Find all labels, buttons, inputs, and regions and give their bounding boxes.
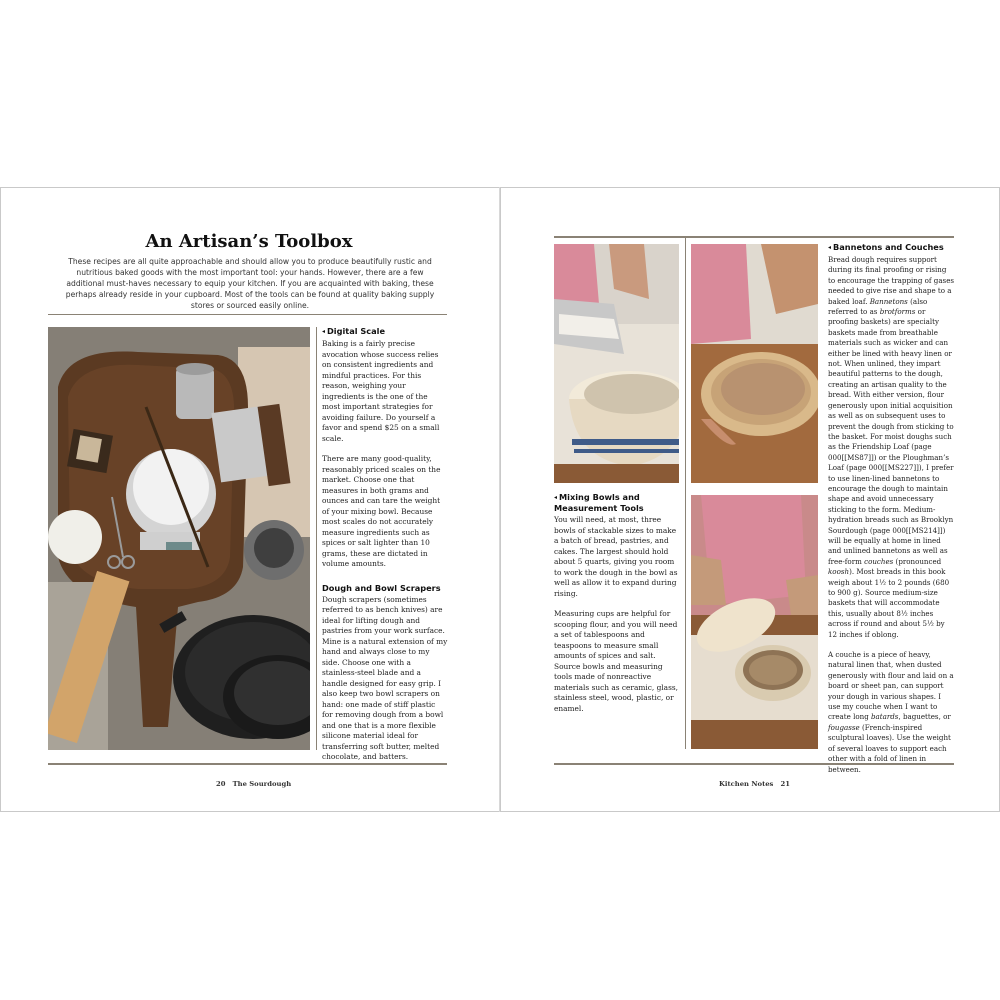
flour-bowl-photo	[554, 244, 679, 483]
top-rule-right	[554, 236, 954, 238]
banneton-photo	[691, 244, 818, 483]
bottom-rule-right	[554, 763, 954, 765]
intro-paragraph: These recipes are all quite approachable and should allow you to produce beautifully rustic and nutritious baked goods with the most important tool: your hands. However, there are a few additional must-haves necessary to equip your kitchen. If you are acquainted with baking, these perhaps already reside in your cupboard. Most of the tools can be found at quality baking supply stores or sourced easily online.	[65, 257, 435, 310]
couche-photo	[691, 495, 818, 749]
folio-left: 20 The Sourdough	[216, 780, 292, 788]
heading-marker-icon: ◂	[554, 494, 558, 501]
scale-paragraph-2: There are many good-quality, reasonably priced scales on the market. Choose one that measures in both grams and ounces and can tare the weight of your mixing bowl. Because most scales do not accurately measure ingredients such as spices or salt lighter than 10 grams, these are dictated in volume amounts.	[322, 454, 441, 568]
mixing-paragraph-2: Measuring cups are helpful for scooping flour, and you will need a set of tablespoons and teaspoons to measure small amounts of spices and salt. Source bowls and measuring tools made of nonreactive materials such as ceramic, glass, stainless steel, wood, plastic, or enamel.	[554, 609, 679, 713]
bottom-rule-left	[48, 763, 447, 765]
toolbox-photo	[48, 327, 310, 750]
scrapers-paragraph: Dough scrapers (sometimes referred to as bench knives) are ideal for lifting dough and pastries from your work surface. Mine is a natural extension of my hand and always close to my side. Choose one with a stainless-steel blade and a handle designed for easy grip. I also keep two bowl scrapers on hand: one made of stiff plastic for removing dough from a bowl and one that is a more flexible silicone material ideal for transferring soft butter, melted chocolate, and batters.	[322, 594, 448, 761]
column-rule-right	[685, 236, 686, 749]
heading-scrapers: Dough and Bowl Scrapers	[322, 582, 441, 593]
heading-marker-icon: ◂	[828, 244, 832, 251]
scale-paragraph-1: Baking is a fairly precise avocation whose success relies on consistent ingredients and mindful practices. For this reason, weighing your ingredients is the one of the most important strategies for avoiding failure. Do yourself a favor and spend $25 on a small scale.	[322, 339, 440, 443]
heading-marker-icon: ◂	[322, 328, 326, 335]
heading-digital-scale: ◂ Digital Scale	[322, 326, 386, 336]
bannetons-paragraph-2: A couche is a piece of heavy, natural linen that, when dusted generously with flour and laid on a board or sheet pan, can support your dough in various shapes. I use my couche when I want to create long batards, baguettes, or fougasse (French-inspired sculptural loaves). Use the weight of several loaves to support each other with a fold of linen in between.	[828, 650, 954, 774]
heading-mixing-bowls: ◂ Mixing Bowls and Measurement Tools	[554, 492, 644, 513]
page-title: An Artisan’s Toolbox	[145, 231, 353, 252]
folio-right: Kitchen Notes 21	[719, 780, 790, 788]
left-page	[0, 187, 500, 812]
bannetons-column	[828, 242, 955, 785]
book-spread	[0, 187, 1000, 812]
bannetons-paragraph-1: Bread dough requires support during its final proofing or rising to encourage the trapping of gases needed to give rise and shape to a baked loaf. Bannetons (also referred to as brotforms or proofing baskets) are specialty baskets made from breathable materials such as wicker and can either be lined with heavy linen or not. When unlined, they impart beautiful patterns to the dough, creating an artisan quality to the bread. With either version, flour generously upon initial acquisition as well as on subsequent uses to prevent the dough from sticking to the basket. For moist doughs such as the Friendship Loaf (page 000[[MS87]]) or the Ploughman’s Loaf (page 000[[MS227]]), I prefer to use linen-lined bannetons to encourage the dough to maintain shape and avoid unnecessary sticking to the form. Medium-hydration breads such as Brooklyn Sourdough (page 000[[MS214]]) will be equally at home in lined and unlined bannetons as well as free-form couches (pronounced koosh). Most breads in this book weigh about 1½ to 2 pounds (680 to 900 g). Source medium-size baskets that will accommodate this, usually about 8½ inches across if round and about 5½ by 12 inches if oblong.	[828, 255, 955, 639]
heading-bannetons: ◂ Bannetons and Couches	[828, 242, 944, 252]
right-page	[500, 187, 1000, 812]
left-text-column	[322, 326, 448, 773]
column-rule-left	[316, 327, 317, 750]
mixing-column	[554, 492, 680, 724]
mixing-paragraph-1: You will need, at most, three bowls of stackable sizes to make a batch of bread, pastries, and cakes. The largest should hold about 5 quarts, giving you room to work the dough in the bowl as well as allow it to expand during rising.	[554, 515, 678, 598]
top-rule-left	[48, 314, 447, 315]
